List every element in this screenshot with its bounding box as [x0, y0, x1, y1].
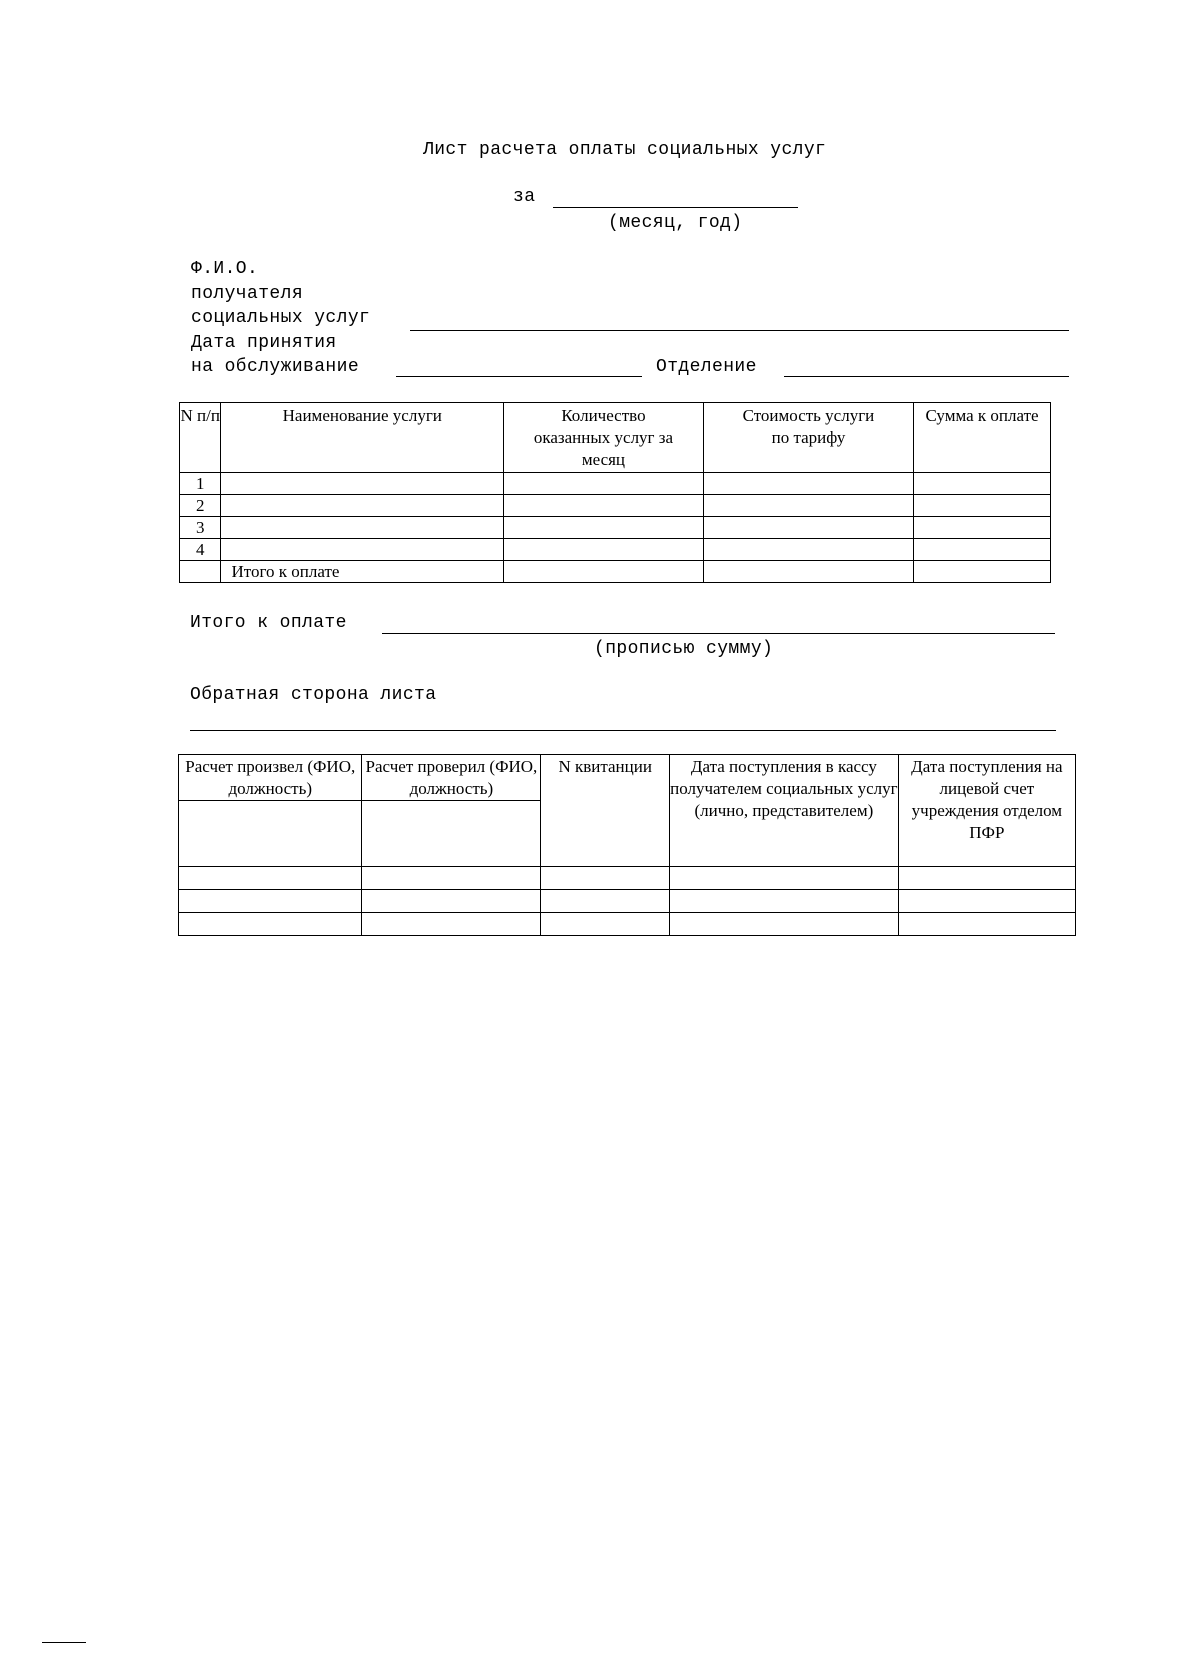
col-header-calculated-by: Расчет произвел (ФИО, должность): [179, 755, 362, 801]
account-date-cell[interactable]: [898, 913, 1075, 936]
service-name-cell[interactable]: [221, 495, 504, 517]
date-input-line[interactable]: [396, 376, 642, 377]
tariff-cell[interactable]: [703, 473, 913, 495]
col-header-quantity: Количество оказанных услуг за месяц: [504, 403, 704, 473]
document-title: Лист расчета оплаты социальных услуг: [423, 140, 827, 160]
fio-label-line3: социальных услуг: [191, 308, 371, 328]
total-sum-cell[interactable]: [914, 561, 1051, 583]
sum-cell[interactable]: [914, 517, 1051, 539]
col-header-checked-by: Расчет проверил (ФИО, должность): [362, 755, 541, 801]
quantity-cell[interactable]: [504, 495, 704, 517]
col-header-service-name: Наименование услуги: [221, 403, 504, 473]
table-row: [180, 517, 1051, 539]
row-number: 3: [180, 517, 221, 539]
reverse-side-label: Обратная сторона листа: [190, 685, 437, 705]
fio-input-line[interactable]: [410, 330, 1069, 331]
total-hint: (прописью сумму): [594, 639, 774, 659]
table-total-row: [180, 561, 1051, 583]
total-empty-cell: [180, 561, 221, 583]
col-header-tariff-cost: Стоимость услуги по тарифу: [703, 403, 913, 473]
row-number: 4: [180, 539, 221, 561]
date-label-line1: Дата принятия: [191, 333, 337, 353]
period-hint: (месяц, год): [608, 213, 743, 233]
checked-by-cell[interactable]: [362, 867, 541, 890]
receipt-number-cell[interactable]: [541, 890, 670, 913]
col-header-receipt-number: N квитанции: [541, 755, 670, 867]
services-table: [179, 402, 1051, 583]
table-row: [179, 913, 1076, 936]
sum-cell[interactable]: [914, 539, 1051, 561]
account-date-cell[interactable]: [898, 890, 1075, 913]
total-quantity-cell[interactable]: [504, 561, 704, 583]
quantity-cell[interactable]: [504, 539, 704, 561]
col-header-sum: Сумма к оплате: [914, 403, 1051, 473]
tariff-cell[interactable]: [703, 517, 913, 539]
total-input-line[interactable]: [382, 633, 1055, 634]
department-input-line[interactable]: [784, 376, 1069, 377]
service-name-cell[interactable]: [221, 517, 504, 539]
table-row: [180, 539, 1051, 561]
table-row: [180, 473, 1051, 495]
period-input-line[interactable]: [553, 207, 798, 208]
total-tariff-cell[interactable]: [703, 561, 913, 583]
receipt-number-cell[interactable]: [541, 913, 670, 936]
cash-date-cell[interactable]: [670, 867, 899, 890]
row-number: 2: [180, 495, 221, 517]
calc-table-header-row: [179, 755, 1076, 801]
receipt-number-cell[interactable]: [541, 867, 670, 890]
col-header-account-date: Дата поступления на лицевой счет учреждения отделом ПФР: [898, 755, 1075, 867]
cash-date-cell[interactable]: [670, 890, 899, 913]
checked-by-cell[interactable]: [362, 890, 541, 913]
services-table-header-row: [180, 403, 1051, 473]
tariff-cell[interactable]: [703, 495, 913, 517]
cash-date-cell[interactable]: [670, 913, 899, 936]
calculated-by-cell[interactable]: [179, 890, 362, 913]
table-row: [179, 890, 1076, 913]
table-row: [180, 495, 1051, 517]
account-date-cell[interactable]: [898, 867, 1075, 890]
calculated-by-cell[interactable]: [179, 801, 362, 867]
date-label-line2: на обслуживание: [191, 357, 360, 377]
fio-label-line1: Ф.И.О.: [191, 259, 259, 279]
department-label: Отделение: [656, 357, 757, 377]
scan-mark: [42, 1642, 86, 1643]
service-name-cell[interactable]: [221, 539, 504, 561]
checked-by-cell[interactable]: [362, 801, 541, 867]
service-name-cell[interactable]: [221, 473, 504, 495]
total-label: Итого к оплате: [190, 613, 347, 633]
row-number: 1: [180, 473, 221, 495]
fio-label-line2: получателя: [191, 284, 304, 304]
sum-cell[interactable]: [914, 495, 1051, 517]
checked-by-cell[interactable]: [362, 913, 541, 936]
calculated-by-cell[interactable]: [179, 867, 362, 890]
table-total-label: Итого к оплате: [221, 561, 504, 583]
tariff-cell[interactable]: [703, 539, 913, 561]
col-header-number: N п/п: [180, 403, 221, 473]
table-row: [179, 867, 1076, 890]
period-prefix: за: [513, 187, 536, 207]
calc-table: [178, 754, 1076, 936]
quantity-cell[interactable]: [504, 517, 704, 539]
col-header-cash-date: Дата поступления в кассу получателем социальных услуг (лично, представителем): [670, 755, 899, 867]
calculated-by-cell[interactable]: [179, 913, 362, 936]
quantity-cell[interactable]: [504, 473, 704, 495]
sum-cell[interactable]: [914, 473, 1051, 495]
reverse-side-line[interactable]: [190, 730, 1056, 731]
